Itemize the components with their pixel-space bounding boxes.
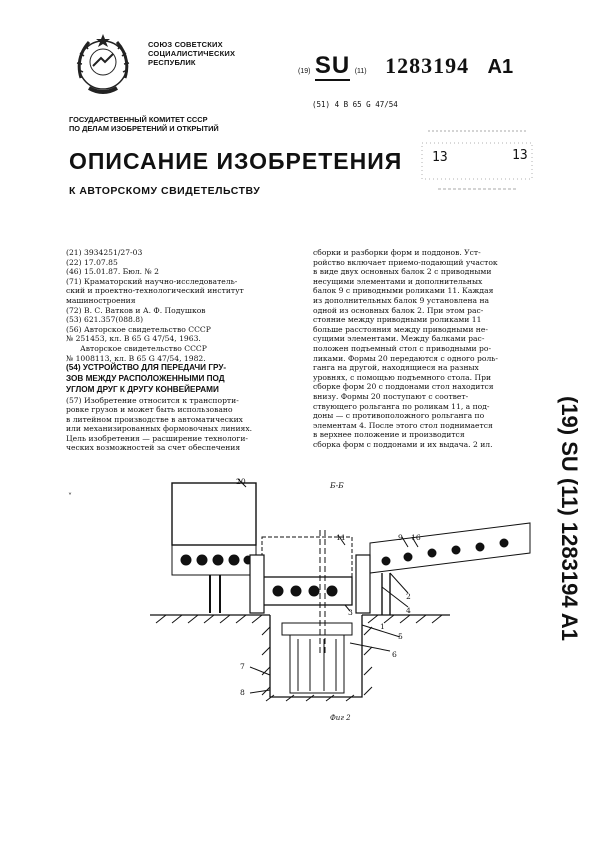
label-7: 7	[240, 662, 245, 671]
technical-drawing	[150, 475, 535, 725]
left-column	[66, 248, 291, 453]
section-label: Б-Б	[330, 481, 344, 490]
abstract-line: положен подъемный стол с приводными ро-	[313, 343, 492, 353]
bibliographic-data	[66, 248, 291, 363]
label-5: 5	[398, 632, 403, 641]
ipc-class: (51) 4 B 65 G 47/54	[312, 100, 398, 109]
org-line: РЕСПУБЛИК	[148, 58, 196, 67]
stamp-number: 13	[432, 150, 448, 165]
biblio-line: (53) 621.357(088.8)	[66, 315, 144, 325]
abstract-line: стояние между приводными роликами 11	[313, 315, 482, 325]
label-6: 6	[392, 650, 397, 659]
code-19: (19)	[298, 68, 311, 75]
abstract-line: ликами. Формы 20 передаются с одного роль-	[313, 353, 498, 363]
title-line: ЗОВ МЕЖДУ РАСПОЛОЖЕННЫМИ ПОД	[66, 373, 225, 383]
committee-line: ПО ДЕЛАМ ИЗОБРЕТЕНИЙ И ОТКРЫТИЙ	[69, 124, 219, 133]
biblio-line: ский и проектно-технологический институт	[66, 286, 244, 296]
label-16: 16	[411, 533, 421, 542]
abstract-line: сборке форм 20 с поддонами стол находится	[313, 382, 494, 392]
page-subtitle: К АВТОРСКОМУ СВИДЕТЕЛЬСТВУ	[69, 185, 261, 197]
abstract-left	[66, 396, 291, 454]
abstract-line: сборки и разборки форм и поддонов. Уст-	[313, 248, 481, 257]
abstract-line: Цель изобретения — расширение технологи-	[66, 433, 248, 443]
abstract-line: в литейном производстве в автоматических	[66, 414, 243, 424]
label-4: 4	[406, 606, 411, 615]
label-3: 3	[348, 608, 353, 617]
committee-name	[69, 115, 219, 133]
label-11: 11	[336, 533, 346, 542]
right-column	[313, 248, 535, 449]
abstract-line: ровке грузов и может быть использовано	[66, 405, 233, 415]
abstract-line: внизу. Формы 20 поступают с соответ-	[313, 391, 469, 401]
abstract-line: в верхнее положение и производится	[313, 430, 465, 440]
org-line: СОЮЗ СОВЕТСКИХ	[148, 40, 223, 49]
kind-code: A1	[487, 56, 514, 78]
abstract-line: ганга на другой, находящиеся на разных	[313, 363, 479, 373]
label-9: 9	[398, 533, 403, 542]
title-line: (54) УСТРОЙСТВО ДЛЯ ПЕРЕДАЧИ ГРУ-	[66, 363, 227, 373]
page-title: ОПИСАНИЕ ИЗОБРЕТЕНИЯ	[69, 148, 403, 174]
vertical-number-text: (19) SU (11) 1283194 A1	[557, 396, 582, 641]
biblio-line: Авторское свидетельство СССР	[80, 343, 207, 353]
margin-mark: ˅	[68, 492, 72, 501]
org-line: СОЦИАЛИСТИЧЕСКИХ	[148, 49, 236, 58]
label-8: 8	[240, 688, 245, 697]
abstract-line: (57) Изобретение относится к транспорти-	[66, 395, 239, 405]
patent-number: 1283194	[385, 53, 470, 78]
abstract-line: больше расстояния между приводными не-	[313, 324, 488, 334]
abstract-line: ствующего рольганга по роликам 11, а под-	[313, 401, 490, 411]
label-2: 2	[406, 592, 411, 601]
abstract-line: несущими элементами и дополнительных	[313, 276, 483, 286]
abstract-line: из дополнительных балок 9 установлена на	[313, 295, 490, 305]
abstract-line: или механизированных формовочных линиях.	[66, 424, 253, 434]
title-line: УГЛОМ ДРУГ К ДРУГУ КОНВЕЙЕРАМИ	[66, 384, 219, 394]
biblio-line: (71) Краматорский научно-исследователь-	[66, 276, 238, 286]
vertical-patent-number	[548, 390, 588, 690]
abstract-line: доны — с противоположного рольганга по	[313, 411, 485, 421]
invention-title	[66, 363, 291, 395]
abstract-line: элементам 4. После этого стол поднимается	[313, 420, 493, 430]
abstract-line: ческих возможностей за счет обеспечения	[66, 443, 241, 453]
abstract-line: балок 9 с приводными роликами 11. Каждая	[313, 286, 494, 296]
committee-line: ГОСУДАРСТВЕННЫЙ КОМИТЕТ СССР	[69, 115, 208, 124]
ussr-emblem-icon	[67, 28, 139, 102]
abstract-right	[313, 248, 535, 449]
abstract-line: сборка форм с поддонами и их выдача. 2 ил.	[313, 439, 493, 449]
abstract-line: одной из основных балок 2. При этом рас-	[313, 305, 484, 315]
biblio-line: (72) В. С. Ватков и А. Ф. Подушков	[66, 305, 206, 315]
code-11: (11)	[354, 68, 367, 75]
country-code: SU	[314, 52, 351, 79]
biblio-line: машиностроения	[66, 295, 136, 305]
biblio-line: (46) 15.01.87. Бюл. № 2	[66, 267, 159, 277]
biblio-line: (21) 3934251/27-03	[66, 248, 143, 257]
abstract-line: сущими элементами. Между балками рас-	[313, 334, 485, 344]
biblio-line: № 251453, кл. B 65 G 47/54, 1963.	[66, 334, 201, 344]
label-1: 1	[380, 622, 385, 631]
state-name	[148, 40, 235, 67]
abstract-line: ройство включает приемо-подающий участок	[313, 257, 498, 267]
biblio-line: (22) 17.07.85	[66, 257, 118, 267]
abstract-line: уровнях, с помощью подъемного стола. При	[313, 372, 492, 382]
figure-caption: Фиг 2	[330, 714, 351, 722]
patent-id-row	[298, 52, 513, 80]
label-20: 20	[236, 477, 246, 486]
biblio-line: № 1008113, кл. B 65 G 47/54, 1982.	[66, 353, 206, 363]
stamp-number: 13	[512, 148, 528, 163]
biblio-line: (56) Авторское свидетельство СССР	[66, 324, 211, 334]
abstract-line: в виде двух основных балок 2 с приводными	[313, 267, 492, 277]
